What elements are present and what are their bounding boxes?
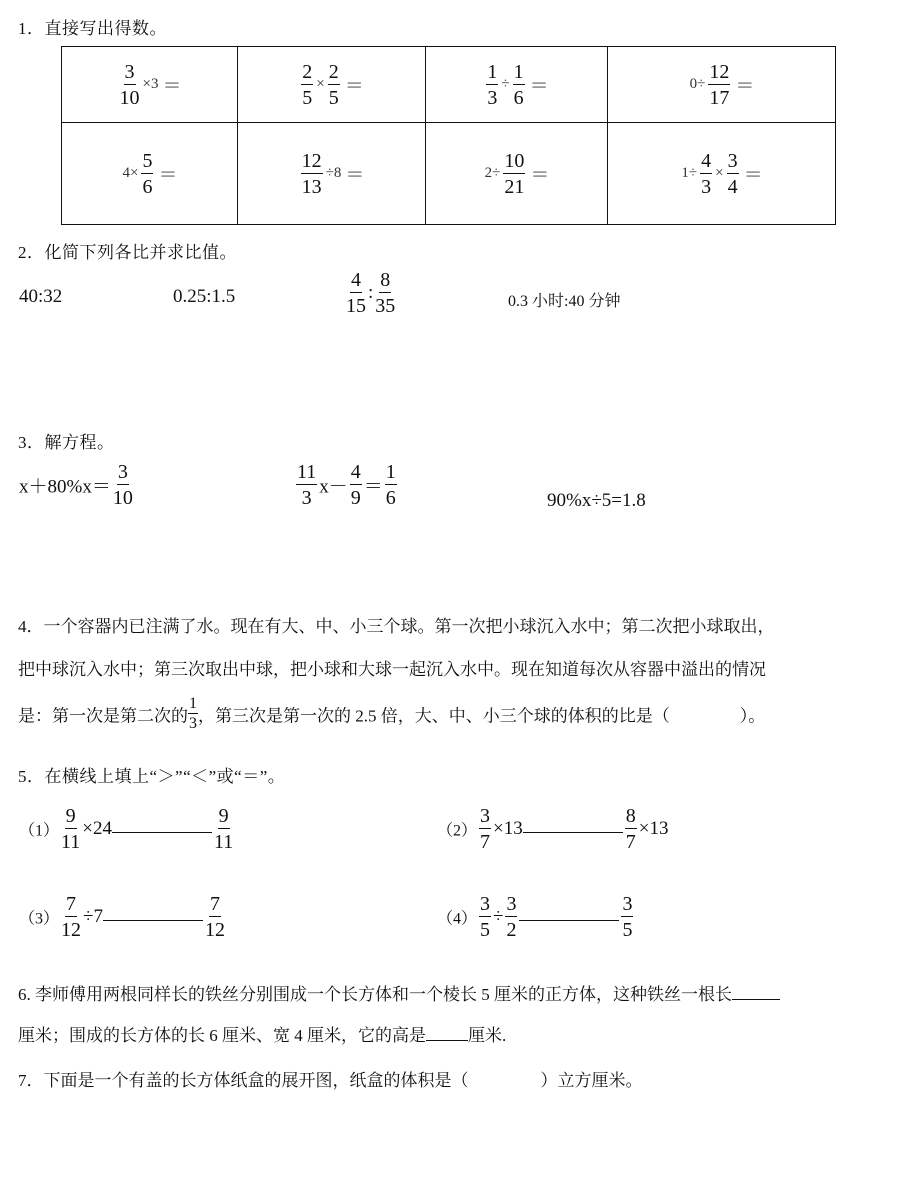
numerator: 3 bbox=[727, 149, 738, 172]
numerator: 4 bbox=[350, 461, 361, 483]
denominator: 15 bbox=[346, 295, 366, 317]
fraction bbox=[621, 894, 633, 940]
fraction bbox=[727, 151, 739, 197]
answer-blank[interactable] bbox=[523, 814, 623, 833]
ratio-sign: : bbox=[368, 282, 374, 303]
q7-text: ）立方厘米。 bbox=[540, 1071, 643, 1090]
operator: ÷7 bbox=[83, 906, 103, 927]
item-label: （3） bbox=[19, 910, 60, 928]
ratio-item bbox=[344, 270, 397, 316]
fraction bbox=[625, 806, 637, 852]
numerator: 3 bbox=[124, 60, 135, 83]
fraction bbox=[346, 270, 366, 316]
fraction bbox=[513, 62, 525, 108]
denominator: 6 bbox=[142, 175, 153, 198]
fraction bbox=[113, 462, 133, 508]
numerator: 7 bbox=[66, 893, 77, 915]
answer-blank[interactable] bbox=[103, 902, 203, 921]
numerator: 3 bbox=[506, 893, 517, 915]
fraction bbox=[385, 462, 397, 508]
equals-sign: ＝ bbox=[363, 476, 383, 498]
compare-item-4 bbox=[437, 894, 635, 940]
fraction bbox=[479, 806, 491, 852]
q6-line-1 bbox=[18, 980, 780, 1005]
fraction bbox=[61, 894, 81, 940]
equals-sign: ＝ bbox=[345, 165, 365, 186]
q4-text: ）。 bbox=[739, 706, 766, 726]
answer-blank[interactable] bbox=[519, 902, 619, 921]
numerator: 8 bbox=[625, 805, 636, 827]
equation-3: 90%x÷5=1.8 bbox=[547, 490, 646, 511]
fraction bbox=[301, 151, 323, 197]
fraction bbox=[328, 62, 340, 108]
numerator: 1 bbox=[513, 60, 524, 83]
compare-item-3 bbox=[19, 894, 227, 940]
q5-heading: 5．在横线上填上“＞”“＜”或“＝”。 bbox=[18, 767, 286, 786]
fraction bbox=[188, 696, 198, 732]
q1-cell bbox=[238, 47, 426, 123]
q6-text: 厘米. bbox=[468, 1026, 507, 1045]
fraction bbox=[120, 62, 140, 108]
equals-sign: ＝ bbox=[344, 76, 364, 97]
equation-mid: x－ bbox=[319, 476, 348, 498]
operator: ÷8 bbox=[325, 165, 342, 181]
equation-left: x＋80%x＝ bbox=[19, 476, 111, 498]
q1-cell bbox=[426, 47, 608, 123]
equals-sign: ＝ bbox=[162, 76, 182, 97]
numerator: 5 bbox=[142, 149, 153, 172]
equation-2 bbox=[294, 462, 399, 508]
denominator: 17 bbox=[709, 86, 730, 109]
q7-text: 7．下面是一个有盖的长方体纸盒的展开图，纸盒的体积是（ bbox=[18, 1071, 469, 1090]
q4-text: ，第三次是第一次的 2.5 倍，大、中、小三个球的体积的比是（ bbox=[198, 706, 670, 726]
numerator: 1 bbox=[189, 695, 197, 712]
denominator: 35 bbox=[375, 295, 396, 317]
denominator: 2 bbox=[506, 919, 517, 941]
item-label: （1） bbox=[19, 822, 60, 840]
denominator: 5 bbox=[328, 86, 339, 109]
fraction bbox=[141, 151, 153, 197]
operator: 4× bbox=[122, 165, 139, 181]
answer-blank[interactable] bbox=[732, 981, 780, 1000]
fraction bbox=[296, 462, 317, 508]
denominator: 6 bbox=[385, 487, 396, 509]
denominator: 5 bbox=[480, 919, 491, 941]
denominator: 3 bbox=[189, 715, 197, 732]
operator: ×3 bbox=[142, 76, 159, 92]
q1-table bbox=[61, 46, 836, 225]
q6-text: 6. 李师傅用两根同样长的铁丝分别围成一个长方体和一个棱长 5 厘米的正方体，这种铁丝一根长 bbox=[18, 985, 732, 1004]
fraction bbox=[708, 62, 730, 108]
compare-item-2 bbox=[437, 806, 668, 852]
numerator: 3 bbox=[480, 805, 491, 827]
numerator: 3 bbox=[622, 893, 633, 915]
operator: × bbox=[715, 165, 724, 181]
numerator: 12 bbox=[301, 149, 322, 172]
q1-heading: 1．直接写出得数。 bbox=[18, 19, 167, 38]
denominator: 12 bbox=[61, 919, 82, 941]
item-label: （4） bbox=[437, 910, 478, 928]
operator: ×13 bbox=[493, 818, 523, 839]
fraction bbox=[503, 151, 525, 197]
q6-text: 厘米；围成的长方体的长 6 厘米、宽 4 厘米，它的高是 bbox=[18, 1026, 426, 1045]
denominator: 11 bbox=[214, 831, 234, 853]
denominator: 13 bbox=[301, 175, 322, 198]
q4-line-2: 把中球沉入水中；第三次取出中球，把小球和大球一起沉入水中。现在知道每次从容器中溢出的情况 bbox=[18, 660, 766, 679]
denominator: 12 bbox=[204, 919, 225, 941]
denominator: 3 bbox=[701, 175, 712, 198]
q1-cell bbox=[608, 123, 836, 225]
fraction bbox=[214, 806, 233, 852]
denominator: 10 bbox=[119, 86, 140, 109]
q1-cell bbox=[62, 47, 238, 123]
denominator: 3 bbox=[487, 86, 498, 109]
numerator: 1 bbox=[385, 461, 396, 483]
numerator: 12 bbox=[709, 60, 730, 83]
numerator: 9 bbox=[65, 805, 76, 827]
ratio-item: 0.3 小时:40 分钟 bbox=[508, 293, 621, 310]
denominator: 6 bbox=[513, 86, 524, 109]
fraction bbox=[205, 894, 225, 940]
equals-sign: ＝ bbox=[530, 165, 550, 186]
fraction bbox=[301, 62, 313, 108]
denominator: 9 bbox=[350, 487, 361, 509]
operator: 0÷ bbox=[689, 76, 706, 92]
denominator: 10 bbox=[112, 487, 133, 509]
q1-cell bbox=[426, 123, 608, 225]
numerator: 4 bbox=[351, 269, 361, 291]
numerator: 3 bbox=[480, 893, 491, 915]
q3-heading: 3．解方程。 bbox=[18, 433, 115, 452]
fraction bbox=[479, 894, 491, 940]
equation-1 bbox=[19, 462, 135, 508]
equals-sign: ＝ bbox=[743, 165, 763, 186]
compare-item-1 bbox=[19, 806, 235, 852]
numerator: 9 bbox=[218, 805, 229, 827]
operator: ×13 bbox=[638, 818, 669, 839]
ratio-item: 40:32 bbox=[19, 286, 63, 307]
q1-cell bbox=[238, 123, 426, 225]
numerator: 8 bbox=[380, 269, 391, 291]
numerator: 10 bbox=[504, 149, 525, 172]
q6-line-2 bbox=[18, 1021, 506, 1046]
q2-heading: 2．化简下列各比并求比值。 bbox=[18, 243, 237, 262]
numerator: 2 bbox=[328, 60, 339, 83]
q1-cell bbox=[62, 123, 238, 225]
operator: 2÷ bbox=[484, 165, 501, 181]
fraction bbox=[350, 462, 362, 508]
equals-sign: ＝ bbox=[529, 76, 549, 97]
fraction bbox=[505, 894, 517, 940]
ratio-item: 0.25:1.5 bbox=[173, 286, 236, 307]
numerator: 4 bbox=[701, 149, 712, 172]
denominator: 11 bbox=[61, 831, 81, 853]
denominator: 21 bbox=[504, 175, 525, 198]
operator: × bbox=[316, 76, 325, 92]
answer-blank[interactable] bbox=[426, 1022, 468, 1041]
operator: 1÷ bbox=[681, 165, 698, 181]
fraction bbox=[486, 62, 498, 108]
q4-line-3 bbox=[18, 696, 765, 732]
numerator: 3 bbox=[117, 461, 128, 483]
numerator: 7 bbox=[209, 893, 220, 915]
q4-text: 是：第一次是第二次的 bbox=[18, 706, 188, 726]
denominator: 7 bbox=[480, 831, 491, 853]
denominator: 7 bbox=[625, 831, 636, 853]
denominator: 3 bbox=[301, 487, 312, 509]
q4-line-1: 4．一个容器内已注满了水。现在有大、中、小三个球。第一次把小球沉入水中；第二次把小球取出， bbox=[18, 617, 775, 636]
fraction bbox=[700, 151, 712, 197]
item-label: （2） bbox=[437, 822, 478, 840]
fraction bbox=[375, 270, 395, 316]
numerator: 11 bbox=[297, 461, 317, 483]
operator: ÷ bbox=[493, 906, 504, 927]
numerator: 2 bbox=[302, 60, 313, 83]
q7-line bbox=[18, 1066, 643, 1091]
operator: ÷ bbox=[501, 76, 510, 92]
answer-blank[interactable] bbox=[112, 814, 212, 833]
numerator: 1 bbox=[487, 60, 498, 83]
denominator: 4 bbox=[727, 175, 738, 198]
fraction bbox=[61, 806, 80, 852]
equals-sign: ＝ bbox=[158, 165, 178, 186]
q1-cell bbox=[608, 47, 836, 123]
denominator: 5 bbox=[302, 86, 313, 109]
denominator: 5 bbox=[622, 919, 633, 941]
equals-sign: ＝ bbox=[735, 76, 755, 97]
operator: ×24 bbox=[82, 818, 112, 839]
